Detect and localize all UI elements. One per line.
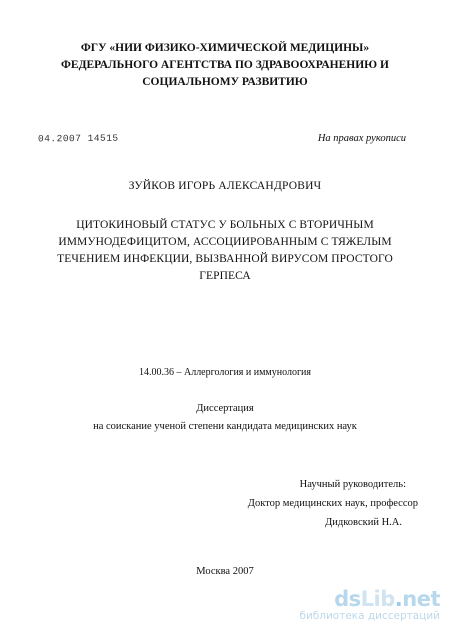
logo-net: net bbox=[402, 587, 440, 611]
logo-dot: . bbox=[394, 587, 403, 611]
dslib-watermark bbox=[299, 588, 440, 623]
supervisor-name: Дидковский Н.А. bbox=[325, 517, 402, 528]
organization-header bbox=[0, 40, 450, 91]
title-line-1: ЦИТОКИНОВЫЙ СТАТУС У БОЛЬНЫХ С ВТОРИЧНЫМ bbox=[76, 219, 374, 231]
dissertation-title bbox=[0, 217, 450, 285]
organization-line-3: СОЦИАЛЬНОМУ РАЗВИТИЮ bbox=[142, 76, 308, 88]
specialty-code: 14.00.36 – Аллергология и иммунология bbox=[138, 367, 312, 378]
dissertation-purpose: на соискание ученой степени кандидата медицинских наук bbox=[93, 421, 357, 432]
library-stamp-number: 04.2007 14515 bbox=[37, 132, 119, 145]
logo-ds: ds bbox=[334, 587, 361, 611]
organization-line-1: ФГУ «НИИ ФИЗИКО-ХИМИЧЕСКОЙ МЕДИЦИНЫ» bbox=[80, 42, 370, 54]
logo-lib: Lib bbox=[360, 587, 395, 611]
watermark-subtitle: библиотека диссертаций bbox=[299, 610, 440, 622]
title-line-2: ИММУНОДЕФИЦИТОМ, АССОЦИИРОВАННЫМ С ТЯЖЕЛЫМ bbox=[58, 236, 392, 248]
rights-note: На правах рукописи bbox=[317, 133, 406, 144]
author-name: ЗУЙКОВ ИГОРЬ АЛЕКСАНДРОВИЧ bbox=[128, 180, 322, 192]
city-year: Москва 2007 bbox=[196, 566, 254, 577]
title-line-4: ГЕРПЕСА bbox=[199, 270, 251, 282]
supervisor-block bbox=[218, 475, 418, 532]
dslib-logo bbox=[299, 588, 440, 610]
title-line-3: ТЕЧЕНИЕМ ИНФЕКЦИИ, ВЫЗВАННОЙ ВИРУСОМ ПРОСТОГО bbox=[57, 253, 393, 265]
supervisor-label: Научный руководитель: bbox=[299, 479, 406, 490]
dissertation-label: Диссертация bbox=[196, 403, 254, 414]
organization-line-2: ФЕДЕРАЛЬНОГО АГЕНТСТВА ПО ЗДРАВООХРАНЕНИЮ И bbox=[61, 59, 389, 71]
supervisor-degree: Доктор медицинских наук, профессор bbox=[247, 498, 418, 509]
